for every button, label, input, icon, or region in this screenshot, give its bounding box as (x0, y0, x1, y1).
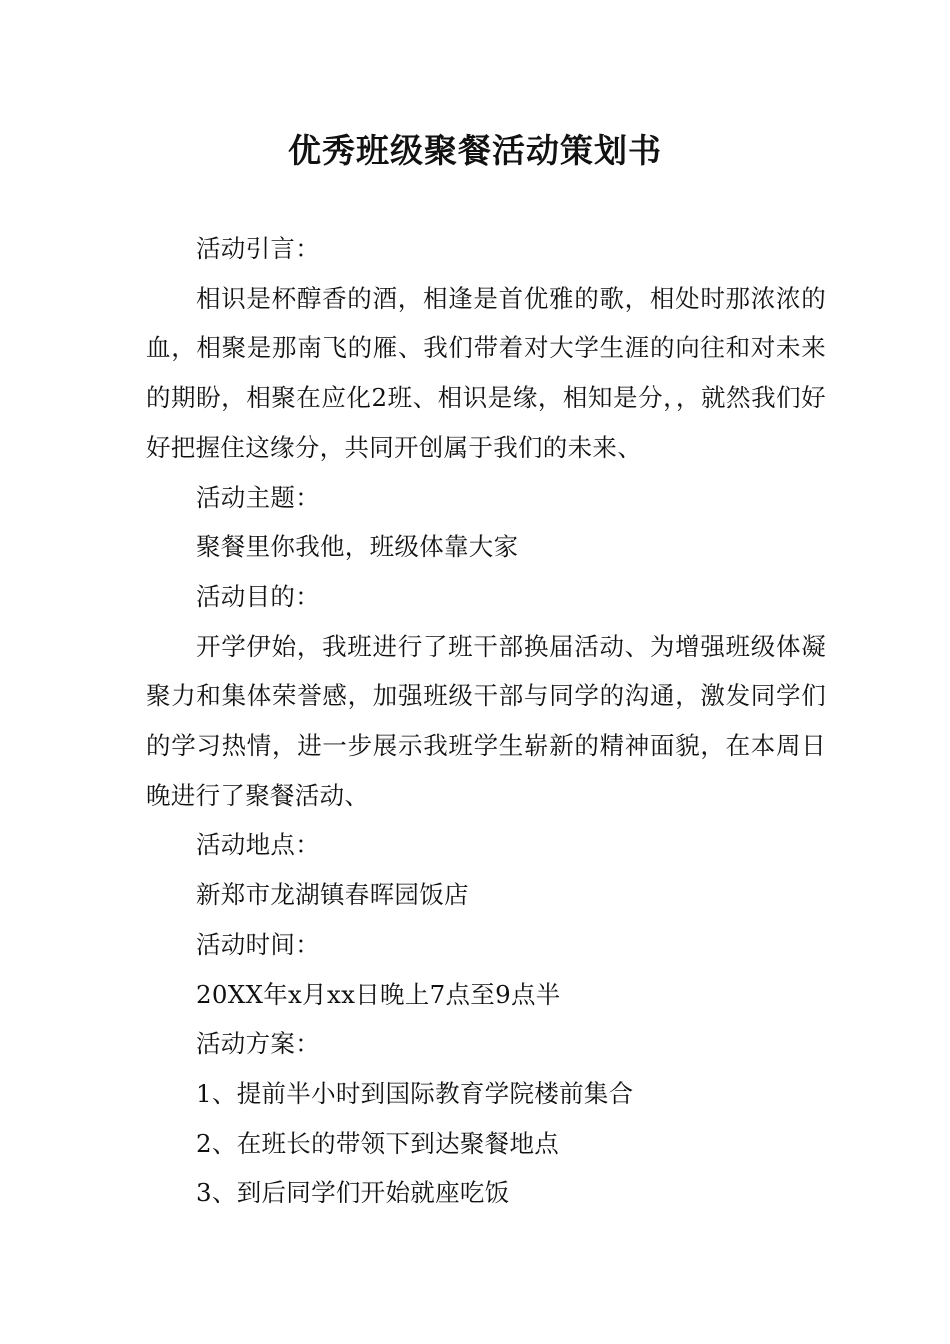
document-body (146, 224, 826, 1218)
purpose-paragraph: 开学伊始，我班进行了班干部换届活动、为增强班级体凝聚力和集体荣誉感，加强班级干部与同学的沟通，激发同学们的学习热情，进一步展示我班学生崭新的精神面貌，在本周日晚进行了聚餐活动、 (146, 631, 826, 810)
section-label-purpose: 活动目的： (196, 581, 320, 611)
time-text: 20XX年x月xx日晚上7点至9点半 (196, 979, 561, 1009)
theme-text: 聚餐里你我他，班级体靠大家 (196, 532, 519, 562)
plan-item-2: 2、在班长的带领下到达聚餐地点 (196, 1128, 560, 1158)
intro-paragraph: 相识是杯醇香的酒，相逢是首优雅的歌，相处时那浓浓的血，相聚是那南飞的雁、我们带着对大学生涯的向往和对未来的期盼，相聚在应化2班、相识是缘，相知是分，，就然我们好好把握住这缘分，共同开创属于我们的未来、 (146, 283, 826, 462)
plan-item-1: 1、提前半小时到国际教育学院楼前集合 (196, 1078, 634, 1108)
document-title: 优秀班级聚餐活动策划书 (288, 131, 662, 170)
section-label-intro: 活动引言： (196, 234, 320, 263)
section-label-time: 活动时间： (196, 929, 320, 959)
section-label-theme: 活动主题： (196, 482, 320, 512)
location-text: 新郑市龙湖镇春晖园饭店 (196, 880, 469, 910)
plan-item-3: 3、到后同学们开始就座吃饭 (196, 1178, 510, 1208)
section-label-location: 活动地点： (196, 830, 320, 860)
section-label-plan: 活动方案： (196, 1029, 320, 1059)
